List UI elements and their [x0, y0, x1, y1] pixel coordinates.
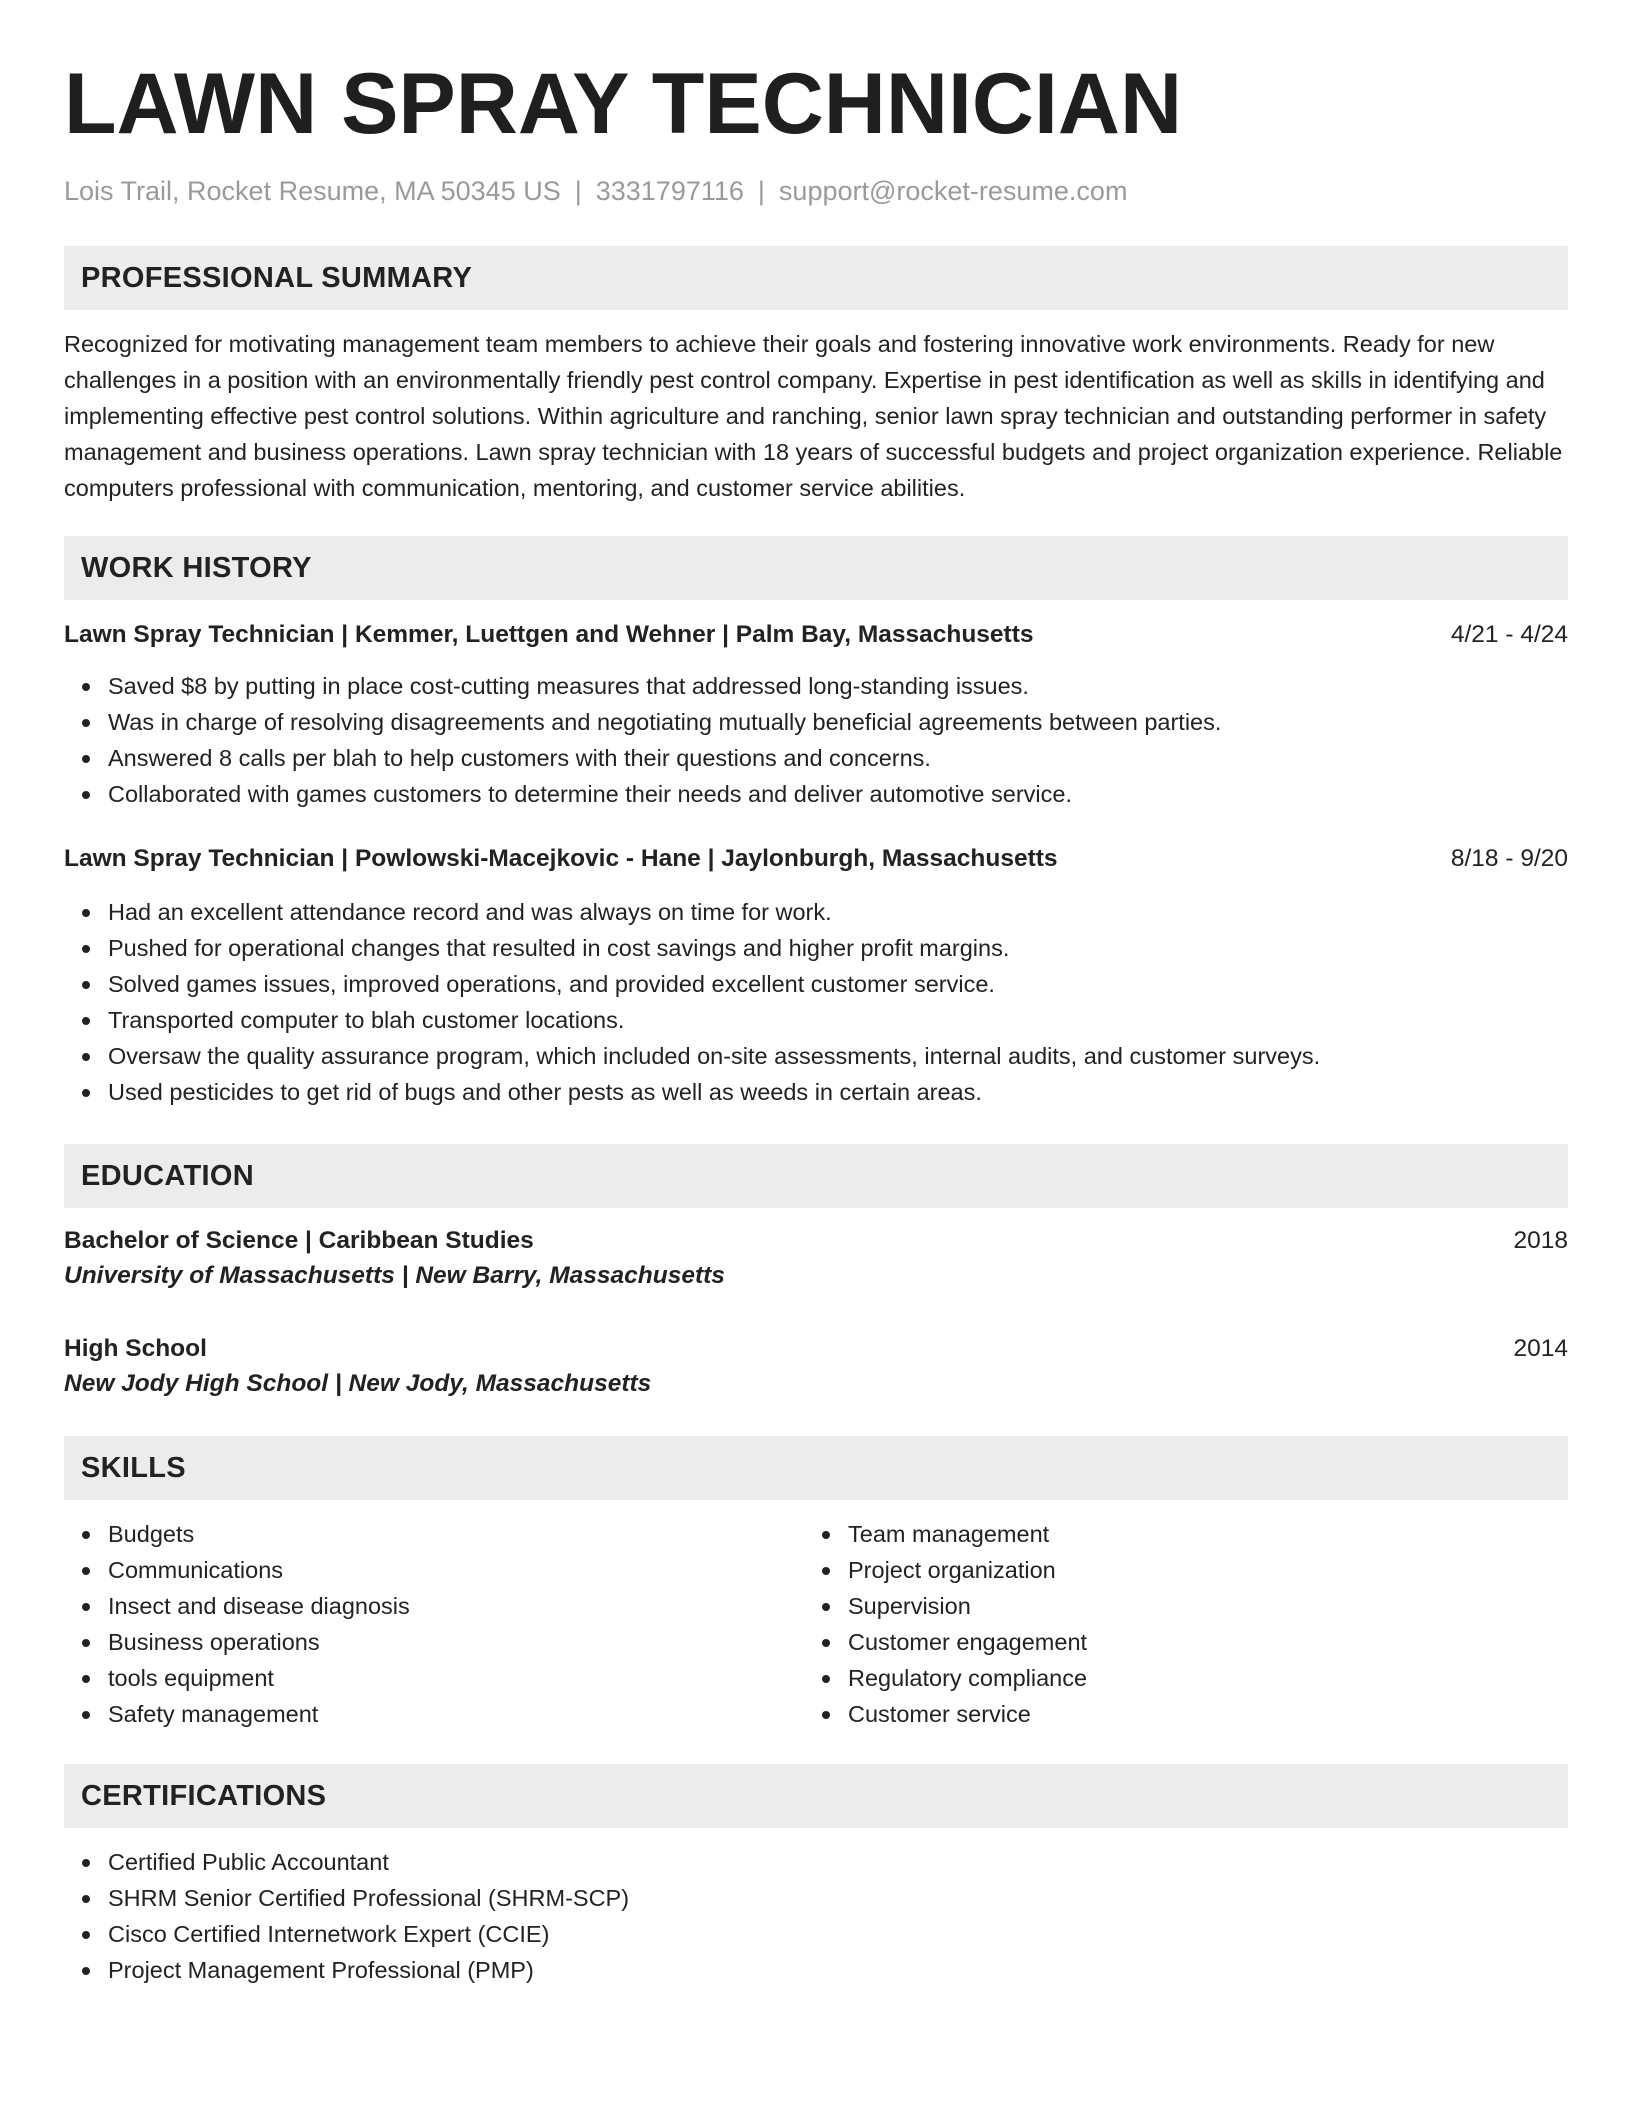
job-title: Lawn Spray Technician | Powlowski-Macejkovic - Hane | Jaylonburgh, Massachusetts: [64, 845, 1058, 872]
skill-item: Safety management: [108, 1696, 804, 1732]
certification-item: Cisco Certified Internetwork Expert (CCIE): [108, 1916, 1568, 1952]
skill-item: Customer engagement: [848, 1624, 1544, 1660]
education-year: 2018: [1513, 1227, 1568, 1254]
resume-name: LAWN SPRAY TECHNICIAN: [64, 56, 1183, 152]
job-bullet: Answered 8 calls per blah to help customers with their questions and concerns.: [108, 740, 1568, 776]
job-title: Lawn Spray Technician | Kemmer, Luettgen and Wehner | Palm Bay, Massachusetts: [64, 621, 1034, 648]
skill-item: Budgets: [108, 1516, 804, 1552]
work-history-heading: WORK HISTORY: [64, 536, 1568, 600]
contact-separator: |: [757, 176, 765, 206]
job-bullet: Oversaw the quality assurance program, which included on-site assessments, internal audits, and customer surveys.: [108, 1038, 1568, 1074]
education-degree: High School: [64, 1335, 207, 1362]
skills-column-right: [804, 1516, 1544, 1732]
education-entry: [64, 1332, 1568, 1402]
contact-line: [64, 174, 1568, 208]
job-bullet: Used pesticides to get rid of bugs and other pests as well as weeds in certain areas.: [108, 1074, 1568, 1110]
education-year: 2014: [1513, 1335, 1568, 1362]
job-entry: [64, 842, 1568, 1110]
certification-item: Project Management Professional (PMP): [108, 1952, 1568, 1988]
education-heading: EDUCATION: [64, 1144, 1568, 1208]
job-header: [64, 842, 1568, 876]
skill-item: Team management: [848, 1516, 1544, 1552]
job-bullet: Had an excellent attendance record and was always on time for work.: [108, 894, 1568, 930]
summary-text: Recognized for motivating management team members to achieve their goals and fostering innovative work environments. Ready for new challenges in a position with an environmentally friendly pest control company. Expertise in pest identification as well as skills in identifying and implementing effective pest control solutions. Within agriculture and ranching, senior lawn spray technician and outstanding performer in safety management and business operations. Lawn spray technician with 18 years of successful budgets and project organization experience. Reliable computers professional with communication, mentoring, and customer service abilities.: [64, 331, 1563, 501]
job-header: [64, 618, 1568, 652]
job-bullet: Pushed for operational changes that resulted in cost savings and higher profit margins.: [108, 930, 1568, 966]
education-header: [64, 1224, 1568, 1258]
job-dates: 8/18 - 9/20: [1450, 845, 1568, 872]
job-entry: [64, 618, 1568, 812]
education-school: University of Massachusetts | New Barry, Massachusetts: [64, 1262, 725, 1289]
skill-item: Regulatory compliance: [848, 1660, 1544, 1696]
skill-item: Supervision: [848, 1588, 1544, 1624]
job-bullet: Transported computer to blah customer locations.: [108, 1002, 1568, 1038]
contact-phone: 3331797116: [595, 176, 744, 206]
job-bullets: [64, 894, 1568, 1110]
job-dates: 4/21 - 4/24: [1450, 621, 1568, 648]
education-entry: [64, 1224, 1568, 1294]
certifications-heading: CERTIFICATIONS: [64, 1764, 1568, 1828]
summary-heading: PROFESSIONAL SUMMARY: [64, 246, 1568, 310]
skill-item: Communications: [108, 1552, 804, 1588]
job-bullet: Collaborated with games customers to determine their needs and deliver automotive service.: [108, 776, 1568, 812]
certification-item: SHRM Senior Certified Professional (SHRM-SCP): [108, 1880, 1568, 1916]
skill-item: Customer service: [848, 1696, 1544, 1732]
job-bullet: Saved $8 by putting in place cost-cutting measures that addressed long-standing issues.: [108, 668, 1568, 704]
certifications-list: [64, 1844, 1568, 1988]
certification-item: Certified Public Accountant: [108, 1844, 1568, 1880]
skill-item: tools equipment: [108, 1660, 804, 1696]
job-bullet: Solved games issues, improved operations, and provided excellent customer service.: [108, 966, 1568, 1002]
skills-heading: SKILLS: [64, 1436, 1568, 1500]
job-bullets: [64, 668, 1568, 812]
education-degree: Bachelor of Science | Caribbean Studies: [64, 1227, 534, 1254]
education-school: New Jody High School | New Jody, Massachusetts: [64, 1370, 652, 1397]
contact-separator: |: [574, 176, 582, 206]
skills-grid: [64, 1516, 1568, 1732]
skill-item: Project organization: [848, 1552, 1544, 1588]
education-header: [64, 1332, 1568, 1366]
skills-column-left: [64, 1516, 804, 1732]
skills-list: [804, 1516, 1544, 1732]
skill-item: Business operations: [108, 1624, 804, 1660]
job-bullet: Was in charge of resolving disagreements and negotiating mutually beneficial agreements between parties.: [108, 704, 1568, 740]
contact-address: Lois Trail, Rocket Resume, MA 50345 US: [64, 176, 561, 206]
skill-item: Insect and disease diagnosis: [108, 1588, 804, 1624]
contact-email: support@rocket-resume.com: [778, 176, 1128, 206]
skills-list: [64, 1516, 804, 1732]
